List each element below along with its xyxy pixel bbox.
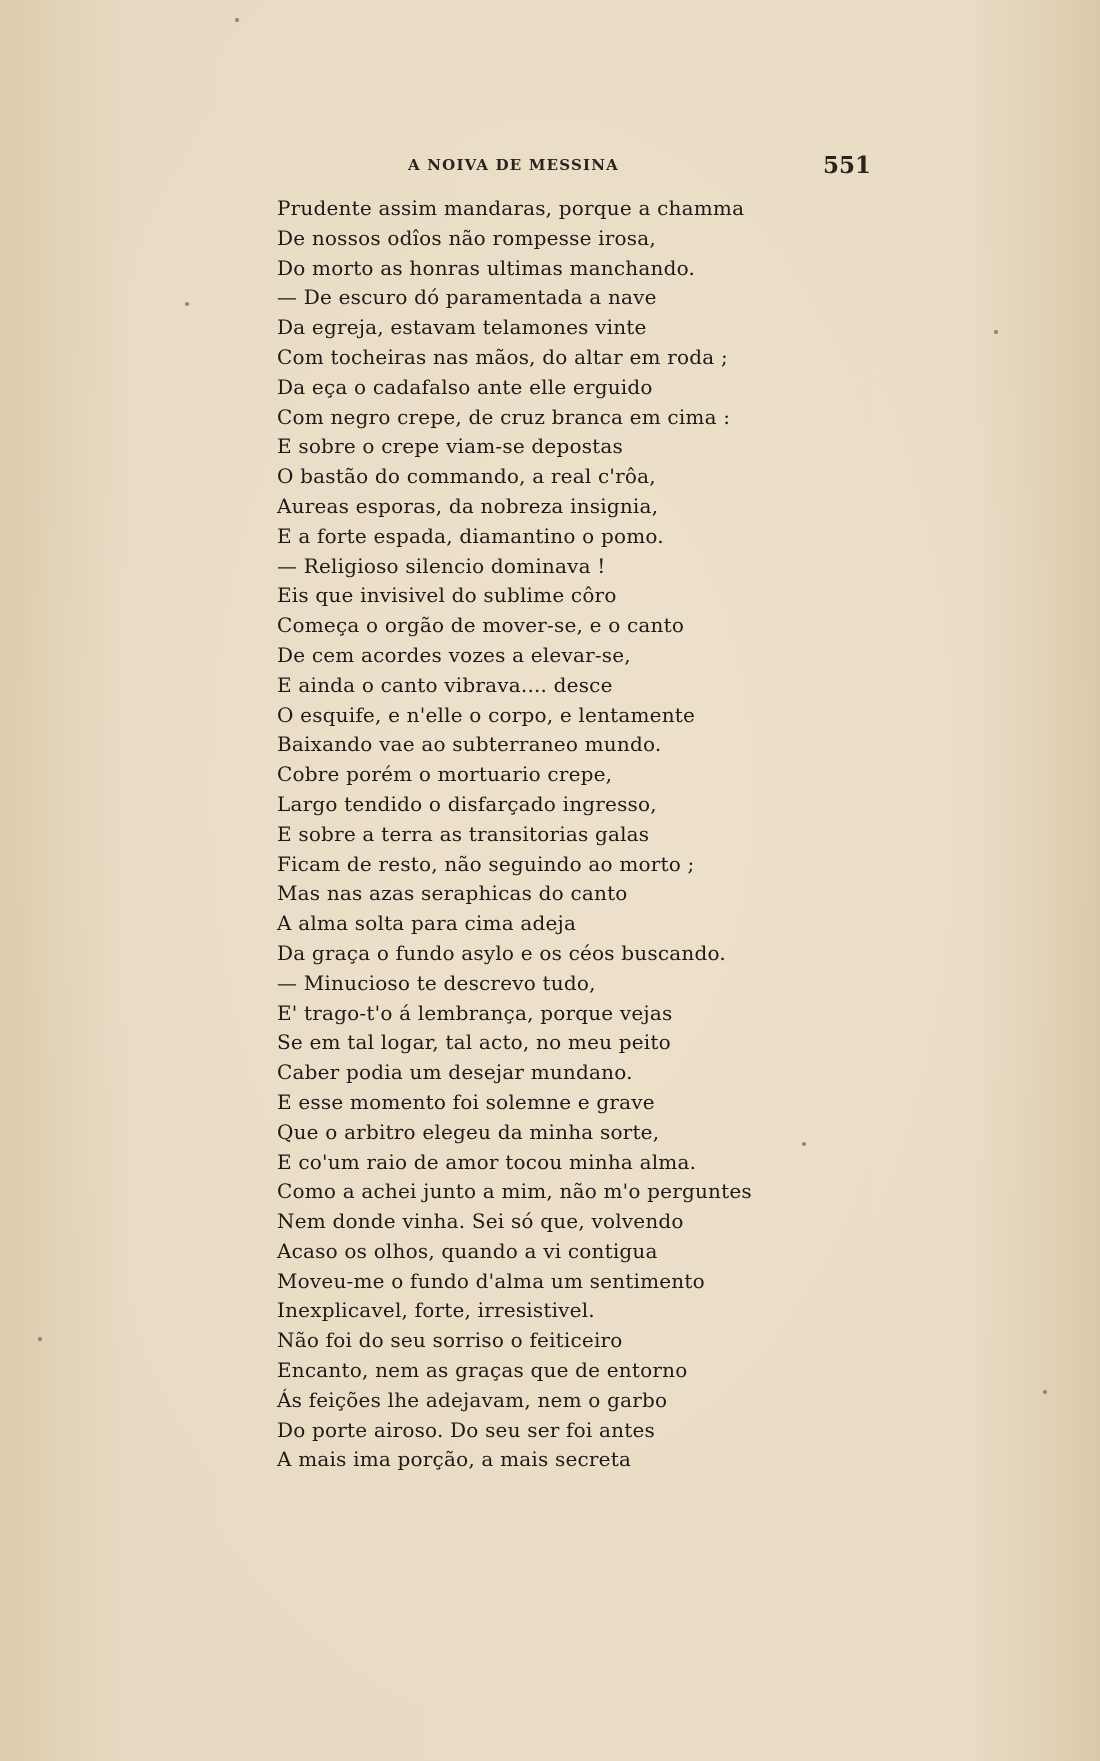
verse-line: Como a achei junto a mim, não m'o perguntes (277, 1179, 752, 1204)
verse-line: Cobre porém o mortuario crepe, (277, 762, 613, 787)
verse-line: Prudente assim mandaras, porque a chamma (277, 196, 745, 220)
poem-text (277, 194, 797, 1484)
verse-line: A mais ima porção, a mais secreta (277, 1447, 632, 1472)
page-number: 551 (823, 152, 872, 179)
paper-speck (802, 1142, 806, 1146)
verse-line: Eis que invisivel do sublime côro (277, 583, 617, 608)
verse-line: Se em tal logar, tal acto, no meu peito (277, 1030, 671, 1055)
verse-line: Moveu-me o fundo d'alma um sentimento (277, 1268, 705, 1293)
verse-line: Acaso os olhos, quando a vi contigua (277, 1238, 658, 1263)
verse-line: Ás feições lhe adejavam, nem o garbo (277, 1387, 668, 1412)
paper-speck (1043, 1390, 1047, 1394)
verse-line: Com tocheiras nas mãos, do altar em roda ; (277, 344, 728, 369)
verse-line: Que o arbitro elegeu da minha sorte, (277, 1119, 660, 1144)
verse-line: E sobre o crepe viam-se depostas (277, 434, 623, 459)
verse-line: O esquife, e n'elle o corpo, e lentamente (277, 702, 696, 727)
verse-line: Caber podia um desejar mundano. (277, 1060, 633, 1085)
verse-line: Da egreja, estavam telamones vinte (277, 315, 647, 340)
verse-line: E' trago-t'o á lembrança, porque vejas (277, 1000, 673, 1025)
verse-line: Da eça o cadafalso ante elle erguido (277, 374, 653, 399)
verse-line: Ficam de resto, não seguindo ao morto ; (277, 851, 695, 876)
verse-line: — Minucioso te descrevo tudo, (277, 970, 596, 995)
running-head (0, 152, 1100, 182)
verse-line: — Religioso silencio dominava ! (277, 553, 606, 578)
verse-line: — De escuro dó paramentada a nave (277, 285, 657, 310)
verse-line: Largo tendido o disfarçado ingresso, (277, 791, 657, 816)
verse-line: De nossos odîos não rompesse irosa, (277, 225, 656, 250)
verse-line: Inexplicavel, forte, irresistivel. (277, 1298, 595, 1323)
verse-line: Mas nas azas seraphicas do canto (277, 881, 628, 906)
verse-line: A alma solta para cima adeja (277, 911, 577, 936)
verse-line: E a forte espada, diamantino o pomo. (277, 523, 664, 548)
verse-line: E sobre a terra as transitorias galas (277, 821, 650, 846)
verse-line: Começa o orgão de mover-se, e o canto (277, 613, 685, 638)
verse-line: Da graça o fundo asylo e os céos buscando. (277, 940, 726, 965)
verse-line: E ainda o canto vibrava.... desce (277, 672, 613, 697)
verse-line: Do porte airoso. Do seu ser foi antes (277, 1417, 655, 1442)
paper-speck (185, 302, 189, 306)
verse-line: Não foi do seu sorriso o feiticeiro (277, 1328, 623, 1353)
verse-line: Encanto, nem as graças que de entorno (277, 1358, 688, 1383)
running-head-title: A NOIVA DE MESSINA (408, 156, 619, 174)
paper-speck (994, 330, 998, 334)
verse-line: O bastão do commando, a real c'rôa, (277, 464, 656, 489)
verse-line: E co'um raio de amor tocou minha alma. (277, 1149, 697, 1174)
verse-line: Baixando vae ao subterraneo mundo. (277, 732, 662, 757)
verse-line: Aureas esporas, da nobreza insignia, (277, 493, 659, 518)
verse-line: Do morto as honras ultimas manchando. (277, 255, 696, 280)
verse-line: Com negro crepe, de cruz branca em cima : (277, 404, 731, 429)
verse-line: E esse momento foi solemne e grave (277, 1089, 655, 1114)
paper-speck (235, 18, 239, 22)
paper-speck (38, 1337, 42, 1341)
verse-line: Nem donde vinha. Sei só que, volvendo (277, 1209, 684, 1234)
verse-line: De cem acordes vozes a elevar-se, (277, 642, 631, 667)
